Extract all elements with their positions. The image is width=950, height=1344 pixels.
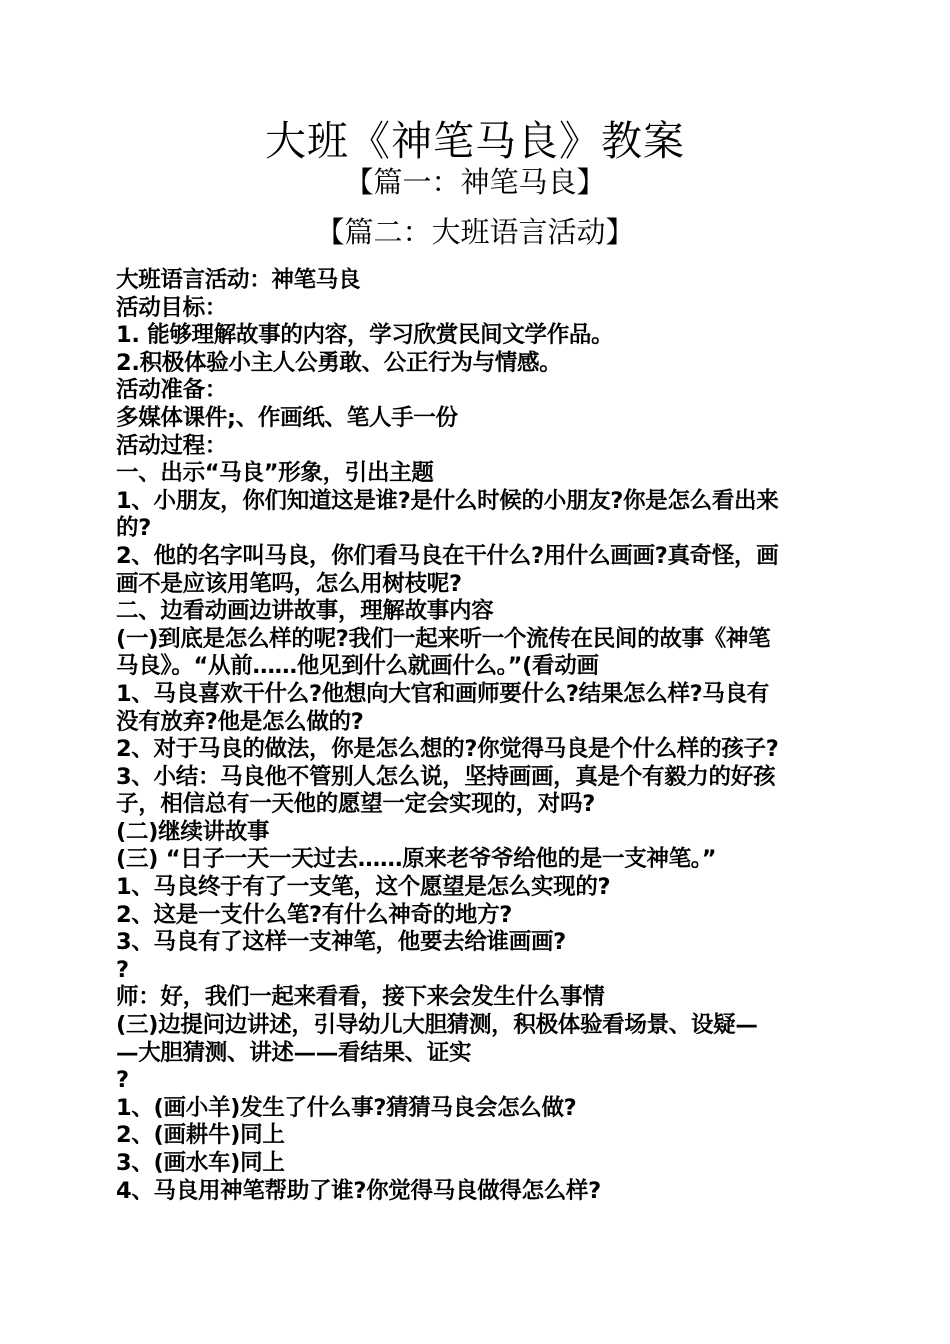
- text-line: 画不是应该用笔吗，怎么用树枝呢?: [116, 570, 462, 597]
- text-line: (三)边提问边讲述，引导幼儿大胆猜测，积极体验看场景、设疑—: [116, 1012, 758, 1039]
- text-line: (二)继续讲故事: [116, 818, 270, 845]
- text-line: 大班语言活动：神笔马良: [116, 267, 361, 293]
- document-title: 大班《神笔马良》教案: [265, 117, 685, 165]
- text-line: 子，相信总有一天他的愿望一定会实现的，对吗?: [116, 791, 595, 818]
- text-line: 2、(画耕牛)同上: [116, 1122, 285, 1149]
- text-line: 2、他的名字叫马良，你们看马良在干什么?用什么画画?真奇怪，画: [116, 542, 779, 569]
- text-line: 4、马良用神笔帮助了谁?你觉得马良做得怎么样?: [116, 1177, 601, 1204]
- text-line: ?: [116, 1067, 129, 1094]
- text-line: 没有放弃?他是怎么做的?: [116, 708, 364, 735]
- text-line: 1、(画小羊)发生了什么事?猜猜马良会怎么做?: [116, 1094, 577, 1121]
- text-line: —大胆猜测、讲述——看结果、证实: [116, 1039, 472, 1066]
- subtitle-part-two: 【篇二：大班语言活动】: [315, 215, 635, 249]
- document-body: [116, 267, 836, 1205]
- text-line: 3、马良有了这样一支神笔，他要去给谁画画?: [116, 929, 566, 956]
- text-line: 1、小朋友，你们知道这是谁?是什么时候的小朋友?你是怎么看出来: [116, 487, 779, 514]
- text-line: 活动准备：: [116, 377, 228, 404]
- text-line: (三) “日子一天一天过去……原来老爷爷给他的是一支神笔。”: [116, 846, 717, 873]
- text-line: 2.积极体验小主人公勇敢、公正行为与情感。: [116, 349, 562, 376]
- text-line: (一)到底是怎么样的呢?我们一起来听一个流传在民间的故事《神笔: [116, 625, 771, 652]
- text-line: 马良》。“从前……他见到什么就画什么。”(看动画: [116, 653, 599, 680]
- text-line: ?: [116, 956, 129, 983]
- subtitle-part-one: 【篇一：神笔马良】: [344, 165, 606, 199]
- text-line: 多媒体课件;、作画纸、笔人手一份: [116, 404, 458, 431]
- text-line: 一、出示“马良”形象，引出主题: [116, 460, 434, 487]
- text-line: 1、马良终于有了一支笔，这个愿望是怎么实现的?: [116, 874, 611, 901]
- text-line: 二、边看动画边讲故事，理解故事内容: [116, 598, 494, 625]
- text-line: 的?: [116, 515, 151, 542]
- text-line: 活动目标：: [116, 294, 228, 321]
- text-line: 3、小结：马良他不管别人怎么说，坚持画画，真是个有毅力的好孩: [116, 763, 776, 790]
- text-line: 1. 能够理解故事的内容，学习欣赏民间文学作品。: [116, 322, 614, 349]
- text-line: 3、(画水车)同上: [116, 1150, 285, 1176]
- text-line: 师：好，我们一起来看看，接下来会发生什么事情: [116, 984, 605, 1011]
- text-line: 2、对于马良的做法，你是怎么想的?你觉得马良是个什么样的孩子?: [116, 736, 779, 763]
- text-line: 2、这是一支什么笔?有什么神奇的地方?: [116, 901, 513, 928]
- text-line: 活动过程：: [116, 432, 228, 459]
- text-line: 1、马良喜欢干什么?他想向大官和画师要什么?结果怎么样?马良有: [116, 680, 770, 707]
